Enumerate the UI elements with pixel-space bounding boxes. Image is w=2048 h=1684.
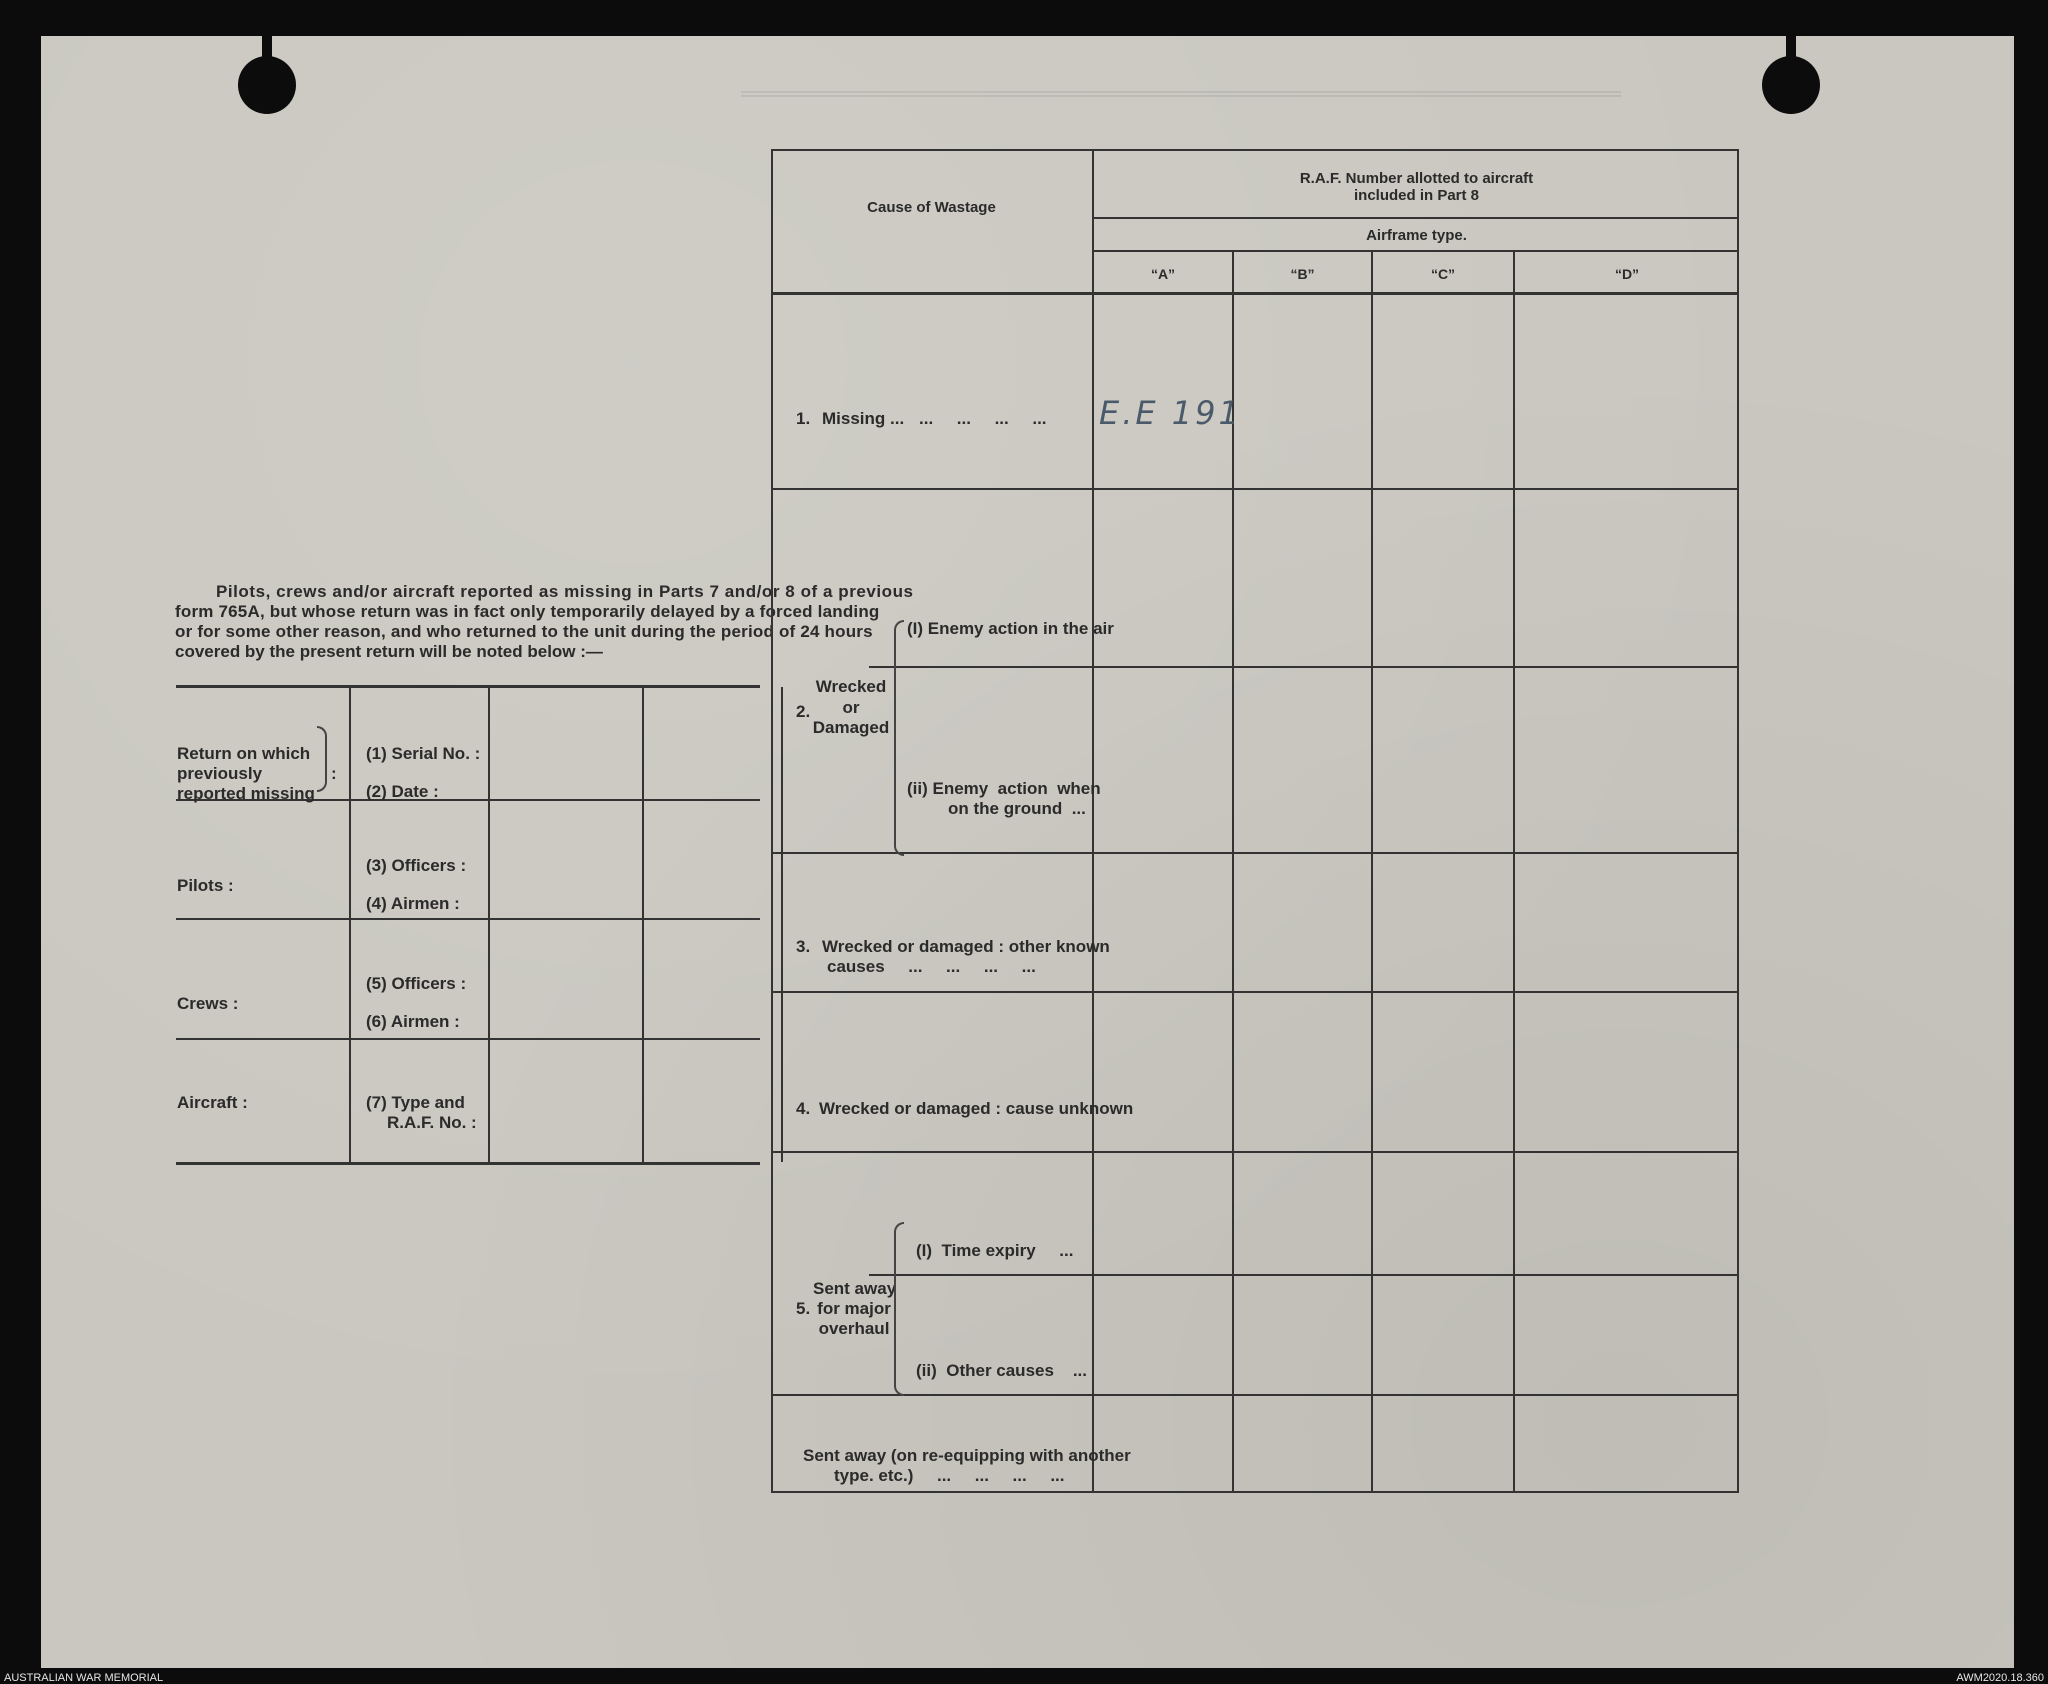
row-5-sub-1: (I) Time expiry ... bbox=[916, 1241, 1074, 1260]
brace-overhaul bbox=[894, 1222, 904, 1396]
punch-hole-left bbox=[238, 56, 296, 114]
note-line-4: covered by the present return will be noted below :— bbox=[175, 642, 603, 661]
column-d-header: “D” bbox=[1614, 266, 1640, 282]
row-5-sub-2: (ii) Other causes ... bbox=[916, 1361, 1087, 1380]
row-1-number: 1. bbox=[796, 409, 811, 428]
field-pilot-officers: (3) Officers : bbox=[366, 856, 467, 875]
raf-number-header-1: R.A.F. Number allotted to aircraft bbox=[1299, 170, 1534, 187]
row-1-dots: ... ... ... ... bbox=[919, 409, 1047, 428]
row-label-crews: Crews : bbox=[177, 994, 239, 1013]
wastage-table-frame bbox=[771, 149, 1739, 1493]
column-a-header: “A” bbox=[1150, 266, 1176, 282]
raf-number-header-2: included in Part 8 bbox=[1353, 187, 1480, 204]
row-label-aircraft: Aircraft : bbox=[177, 1093, 248, 1112]
row-2-sub-1: (I) Enemy action in the air bbox=[907, 619, 1114, 638]
row-2-label-3: Damaged bbox=[812, 718, 890, 737]
brace-wrecked bbox=[894, 620, 904, 856]
row-2-label-2: or bbox=[842, 698, 860, 717]
row-1-label: Missing ... bbox=[822, 409, 905, 428]
row-5-number: 5. bbox=[796, 1299, 811, 1318]
brace-return bbox=[317, 726, 327, 792]
field-pilot-airmen: (4) Airmen : bbox=[366, 894, 460, 913]
bleed-through-texture bbox=[741, 91, 1621, 121]
document-page bbox=[41, 36, 2014, 1668]
row-4-label: Wrecked or damaged : cause unknown bbox=[819, 1099, 1134, 1118]
punch-hole-right bbox=[1762, 56, 1820, 114]
row-5-label-2: for major bbox=[817, 1299, 891, 1318]
column-c-header: “C” bbox=[1430, 266, 1456, 282]
row-3-label-2: causes ... ... ... ... bbox=[827, 957, 1036, 976]
row-2-label-1: Wrecked bbox=[815, 677, 887, 696]
row-2-number: 2. bbox=[796, 702, 811, 721]
row-3-number: 3. bbox=[796, 937, 811, 956]
field-crew-airmen: (6) Airmen : bbox=[366, 1012, 460, 1031]
field-type: (7) Type and bbox=[366, 1093, 465, 1112]
field-raf-no: R.A.F. No. : bbox=[387, 1113, 477, 1132]
footer-accession-number: AWM2020.18.360 bbox=[1956, 1672, 2044, 1684]
row-5-label-1: Sent away bbox=[813, 1279, 897, 1298]
note-line-3: or for some other reason, and who returned to the unit during the period of 24 hours bbox=[175, 622, 873, 641]
field-date: (2) Date : bbox=[366, 782, 439, 801]
row-label-return-2: previously bbox=[177, 764, 263, 783]
airframe-type-header: Airframe type. bbox=[1366, 227, 1467, 244]
row-6-label-1: Sent away (on re-equipping with another bbox=[803, 1446, 1131, 1465]
row-6-label-2: type. etc.) ... ... ... ... bbox=[834, 1466, 1065, 1485]
row-label-return: Return on which bbox=[177, 744, 311, 763]
row-label-return-3: reported missing bbox=[177, 784, 315, 803]
row-colon: : bbox=[331, 764, 337, 783]
row-2-sub-2a: (ii) Enemy action when bbox=[907, 779, 1101, 798]
note-line-2: form 765A, but whose return was in fact only temporarily delayed by a forced landing bbox=[175, 602, 880, 621]
row-2-sub-2b: on the ground ... bbox=[948, 799, 1086, 818]
column-b-header: “B” bbox=[1290, 266, 1315, 282]
note-line-1: Pilots, crews and/or aircraft reported as missing in Parts 7 and/or 8 of a previous bbox=[216, 582, 914, 601]
row-3-label-1: Wrecked or damaged : other known bbox=[822, 937, 1110, 956]
footer-institution: AUSTRALIAN WAR MEMORIAL bbox=[4, 1672, 164, 1684]
cause-of-wastage-header: Cause of Wastage bbox=[867, 199, 996, 216]
row-4-number: 4. bbox=[796, 1099, 811, 1118]
row-5-label-3: overhaul bbox=[818, 1319, 890, 1338]
field-serial-no: (1) Serial No. : bbox=[366, 744, 481, 763]
row-label-pilots: Pilots : bbox=[177, 876, 234, 895]
field-crew-officers: (5) Officers : bbox=[366, 974, 467, 993]
handwritten-serial-ee191: E.E 191 bbox=[1099, 394, 1242, 432]
